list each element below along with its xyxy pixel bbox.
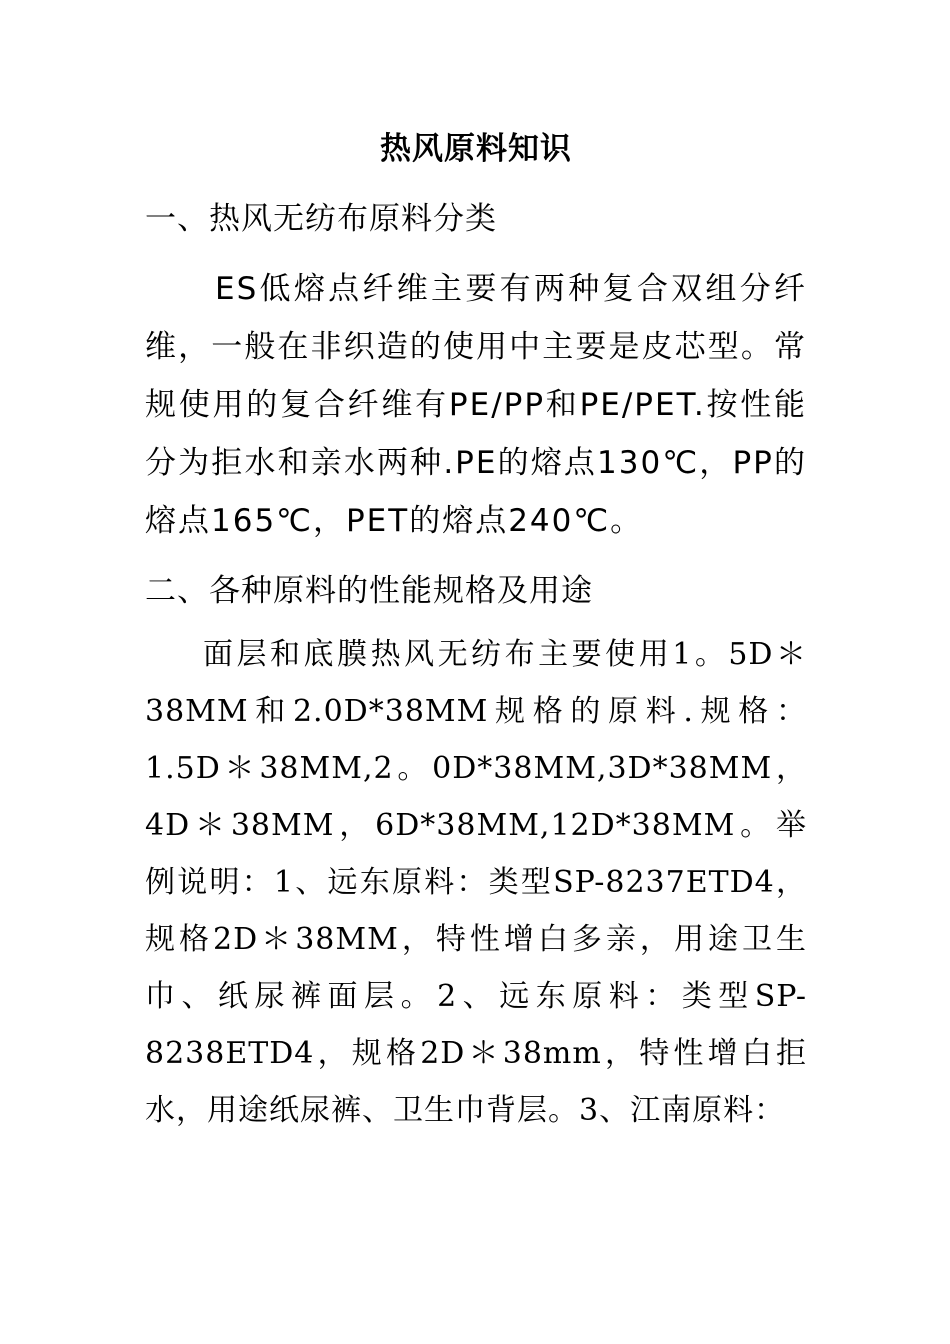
spacer bbox=[145, 248, 807, 260]
section-2-heading: 二、各种原料的性能规格及用途 bbox=[145, 573, 593, 609]
section-1-paragraph: ES低熔点纤维主要有两种复合双组分纤维，一般在非织造的使用中主要是皮芯型。常规使用的复合纤维有PE/PP和PE/PET.按性能分为拒水和亲水两种.PE的熔点130℃，PP的熔点165℃，PET的熔点240℃。 bbox=[145, 271, 807, 539]
section-2-paragraph: 面层和底膜热风无纺布主要使用1。5D＊38MM和2.0D*38MM规格的原料.规格：1.5D＊38MM,2。0D*38MM,3D*38MM，4D＊38MM，6D*38MM,12D*38MM。举例说明：1、远东原料：类型SP-8237ETD4，规格2D＊38MM，特性增白多亲，用途卫生巾、纸尿裤面层。2、远东原料：类型SP-8238ETD4，规格2D＊38mm，特性增白拒水，用途纸尿裤、卫生巾背层。3、江南原料： bbox=[145, 637, 807, 1128]
document-body bbox=[145, 122, 807, 1139]
section-1-heading: 一、热风无纺布原料分类 bbox=[145, 201, 497, 237]
spacer bbox=[145, 176, 807, 190]
spacer bbox=[145, 550, 807, 562]
document-title: 热风原料知识 bbox=[380, 131, 572, 167]
